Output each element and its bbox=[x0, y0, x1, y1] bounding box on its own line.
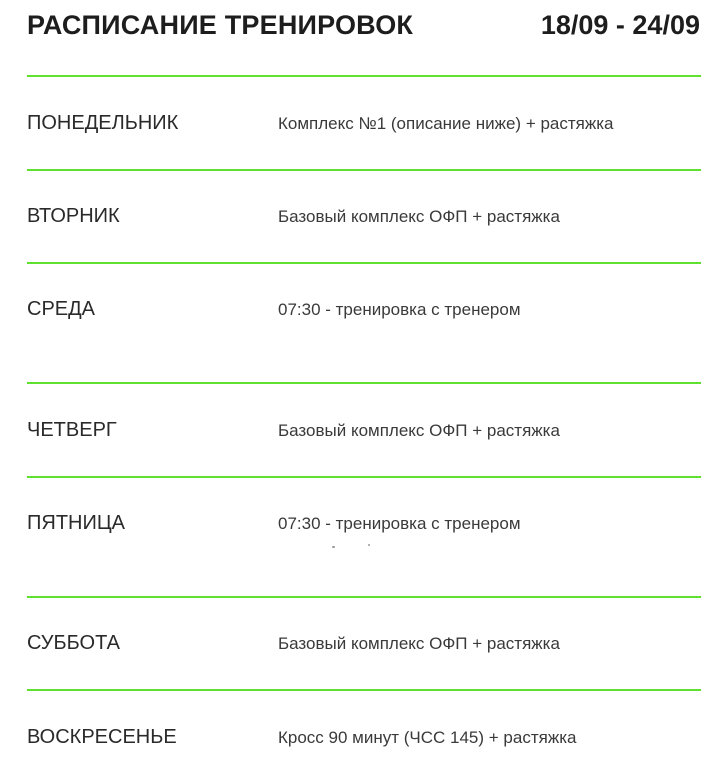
day-label-wednesday: СРЕДА bbox=[27, 298, 96, 320]
divider bbox=[27, 262, 701, 264]
stray-mark bbox=[368, 544, 370, 546]
divider bbox=[27, 689, 701, 691]
day-label-sunday: ВОСКРЕСЕНЬЕ bbox=[27, 726, 177, 748]
divider bbox=[27, 75, 701, 77]
day-label-monday: ПОНЕДЕЛЬНИК bbox=[27, 112, 179, 134]
plan-thursday: Базовый комплекс ОФП + растяжка bbox=[278, 421, 560, 440]
day-label-tuesday: ВТОРНИК bbox=[27, 205, 120, 227]
page-title: РАСПИСАНИЕ ТРЕНИРОВОК bbox=[27, 10, 414, 40]
day-label-saturday: СУББОТА bbox=[27, 632, 120, 654]
day-label-friday: ПЯТНИЦА bbox=[27, 512, 125, 534]
plan-saturday: Базовый комплекс ОФП + растяжка bbox=[278, 634, 560, 653]
divider bbox=[27, 596, 701, 598]
stray-mark bbox=[332, 546, 335, 548]
plan-wednesday: 07:30 - тренировка с тренером bbox=[278, 300, 521, 319]
divider bbox=[27, 169, 701, 171]
plan-monday: Комплекс №1 (описание ниже) + растяжка bbox=[278, 114, 614, 133]
plan-sunday: Кросс 90 минут (ЧСС 145) + растяжка bbox=[278, 728, 577, 747]
plan-tuesday: Базовый комплекс ОФП + растяжка bbox=[278, 207, 560, 226]
divider bbox=[27, 476, 701, 478]
schedule-header bbox=[27, 10, 700, 44]
plan-friday: 07:30 - тренировка с тренером bbox=[278, 514, 521, 533]
divider bbox=[27, 382, 701, 384]
day-label-thursday: ЧЕТВЕРГ bbox=[27, 419, 117, 441]
date-range: 18/09 - 24/09 bbox=[540, 10, 700, 40]
